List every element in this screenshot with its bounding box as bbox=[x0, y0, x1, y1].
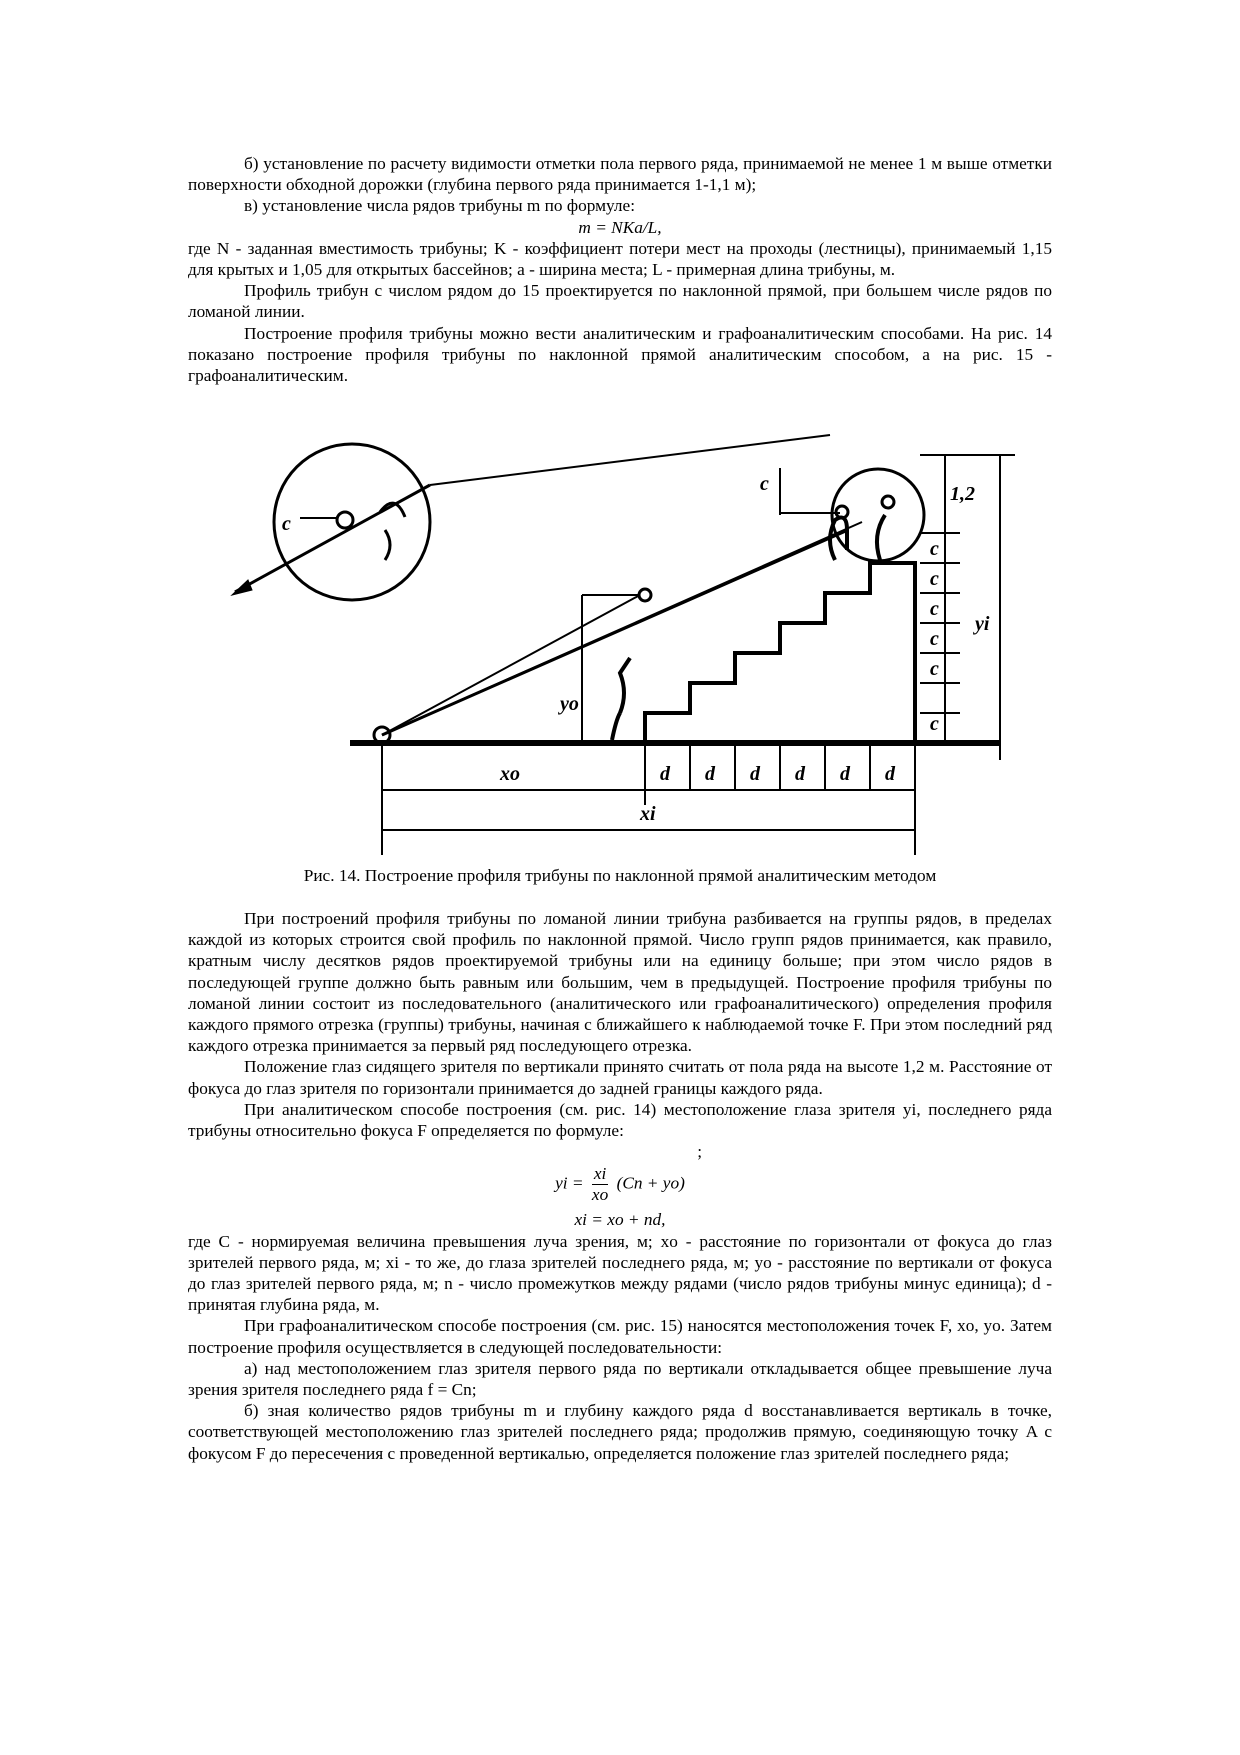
label-1-2: 1,2 bbox=[950, 483, 975, 505]
label-d: d bbox=[705, 763, 715, 785]
paragraph: б) установление по расчету видимости отметки пола первого ряда, принимаемой не менее 1 м выше отметки поверхности обходной дорожки (глубина первого ряда принимается 1-1,1 м); bbox=[188, 154, 1052, 195]
paragraph: При графоаналитическом способе построения (см. рис. 15) наносятся местоположения точек F, xo, yo. Затем построение профиля осуществляется в следующей последовательности: bbox=[188, 1316, 1052, 1357]
label-yo: yo bbox=[560, 693, 579, 715]
paragraph: где C - нормируемая величина превышения луча зрения, м; xo - расстояние по горизонтали от фокуса до глаз зрителей первого ряда, м; xi - то же, до глаза зрителей последнего ряда, м; yo - расстояние по вертикали от фокуса до глаз зрителей первого ряда, м; n - число промежутков между рядами (число рядов трибуны минус единица); d - принятая глубина ряда, м. bbox=[188, 1231, 1052, 1315]
label-d: d bbox=[750, 763, 760, 785]
label-c: c bbox=[760, 473, 769, 495]
paragraph: а) над местоположением глаз зрителя первого ряда по вертикали откладывается общее превышение луча зрения зрителя последнего ряда f = Cn; bbox=[188, 1358, 1052, 1400]
paragraph: При построений профиля трибуны по ломаной линии трибуна разбивается на группы рядов, в пределах каждой из которых строится свой профиль по наклонной прямой. Число групп рядов принимается, как правило, кратным числу десятков рядов проектируемой трибуны или на единицу больше; при этом число рядов в последующей группе должно быть равным или большим, чем в предыдущей. Построение профиля трибуны по ломаной линии состоит из последовательного (аналитического или графоаналитического) определения профиля каждого прямого отрезка (группы) трибуны, начиная с ближайшего к наблюдаемой точке F. При этом последний ряд каждого отрезка принимается за первый ряд последующего отрезка. bbox=[188, 909, 1052, 1056]
formula-m: m = NKa/L, bbox=[578, 217, 662, 237]
label-yi: yi bbox=[975, 613, 990, 635]
paragraph: Положение глаз сидящего зрителя по вертикали принято считать от пола ряда на высоте 1,2 м. Расстояние от фокуса до глаз зрителя по горизонтали принимается до задней границы каждого ряда. bbox=[188, 1057, 1052, 1098]
paragraph: б) зная количество рядов трибуны m и глубину каждого ряда d восстанавливается вертикаль в точке, соответствующей местоположению глаз зрителей последнего ряда; продолжив прямую, соединяющую точку A с фокусом F до пересечения с проведенной вертикалью, определяется положение глаз зрителей последнего ряда; bbox=[188, 1401, 1052, 1463]
label-d: d bbox=[840, 763, 850, 785]
label-d: d bbox=[795, 763, 805, 785]
paragraph: При аналитическом способе построения (см. рис. 14) местоположение глаза зрителя yi, последнего ряда трибуны относительно фокуса F определяется по формуле: bbox=[188, 1099, 1052, 1141]
label-c: c bbox=[930, 598, 939, 620]
fraction bbox=[592, 1164, 608, 1205]
semicolon: ; bbox=[697, 1142, 702, 1162]
formula-xi: xi = xo + nd, bbox=[574, 1210, 666, 1230]
label-xi: xi bbox=[640, 803, 656, 825]
paragraph: в) установление числа рядов трибуны m по формуле: bbox=[244, 196, 636, 216]
formula-yi bbox=[188, 1164, 1052, 1205]
label-c: c bbox=[930, 713, 939, 735]
formula-rhs: (Cn + yo) bbox=[616, 1173, 685, 1193]
numerator: xi bbox=[593, 1164, 607, 1184]
label-c: c bbox=[930, 568, 939, 590]
paragraph: Построение профиля трибуны можно вести аналитическим и графоаналитическим способами. На рис. 14 показано построение профиля трибуны по наклонной прямой аналитическим способом, а на рис. 15 - графоаналитическим. bbox=[188, 323, 1052, 386]
figure-14-diagram bbox=[0, 430, 1240, 860]
label-xo: xo bbox=[500, 763, 520, 785]
label-c: c bbox=[930, 658, 939, 680]
bottom-text bbox=[188, 908, 1052, 1464]
label-c: c bbox=[282, 513, 291, 535]
paragraph: Профиль трибун с числом рядом до 15 проектируется по наклонной прямой, при большем числе рядов по ломаной линии. bbox=[188, 281, 1052, 322]
formula-lhs: yi = bbox=[555, 1173, 584, 1193]
label-c: c bbox=[930, 628, 939, 650]
label-d: d bbox=[885, 763, 895, 785]
label-c: c bbox=[930, 538, 939, 560]
label-d: d bbox=[660, 763, 670, 785]
figure-caption: Рис. 14. Построение профиля трибуны по наклонной прямой аналитическим методом bbox=[303, 866, 937, 885]
denominator: xo bbox=[591, 1185, 609, 1205]
top-text bbox=[188, 153, 1052, 386]
paragraph: где N - заданная вместимость трибуны; K - коэффициент потери мест на проходы (лестницы), принимаемый 1,15 для крытых и 1,05 для открытых бассейнов; a - ширина места; L - примерная длина трибуны, м. bbox=[188, 238, 1052, 280]
